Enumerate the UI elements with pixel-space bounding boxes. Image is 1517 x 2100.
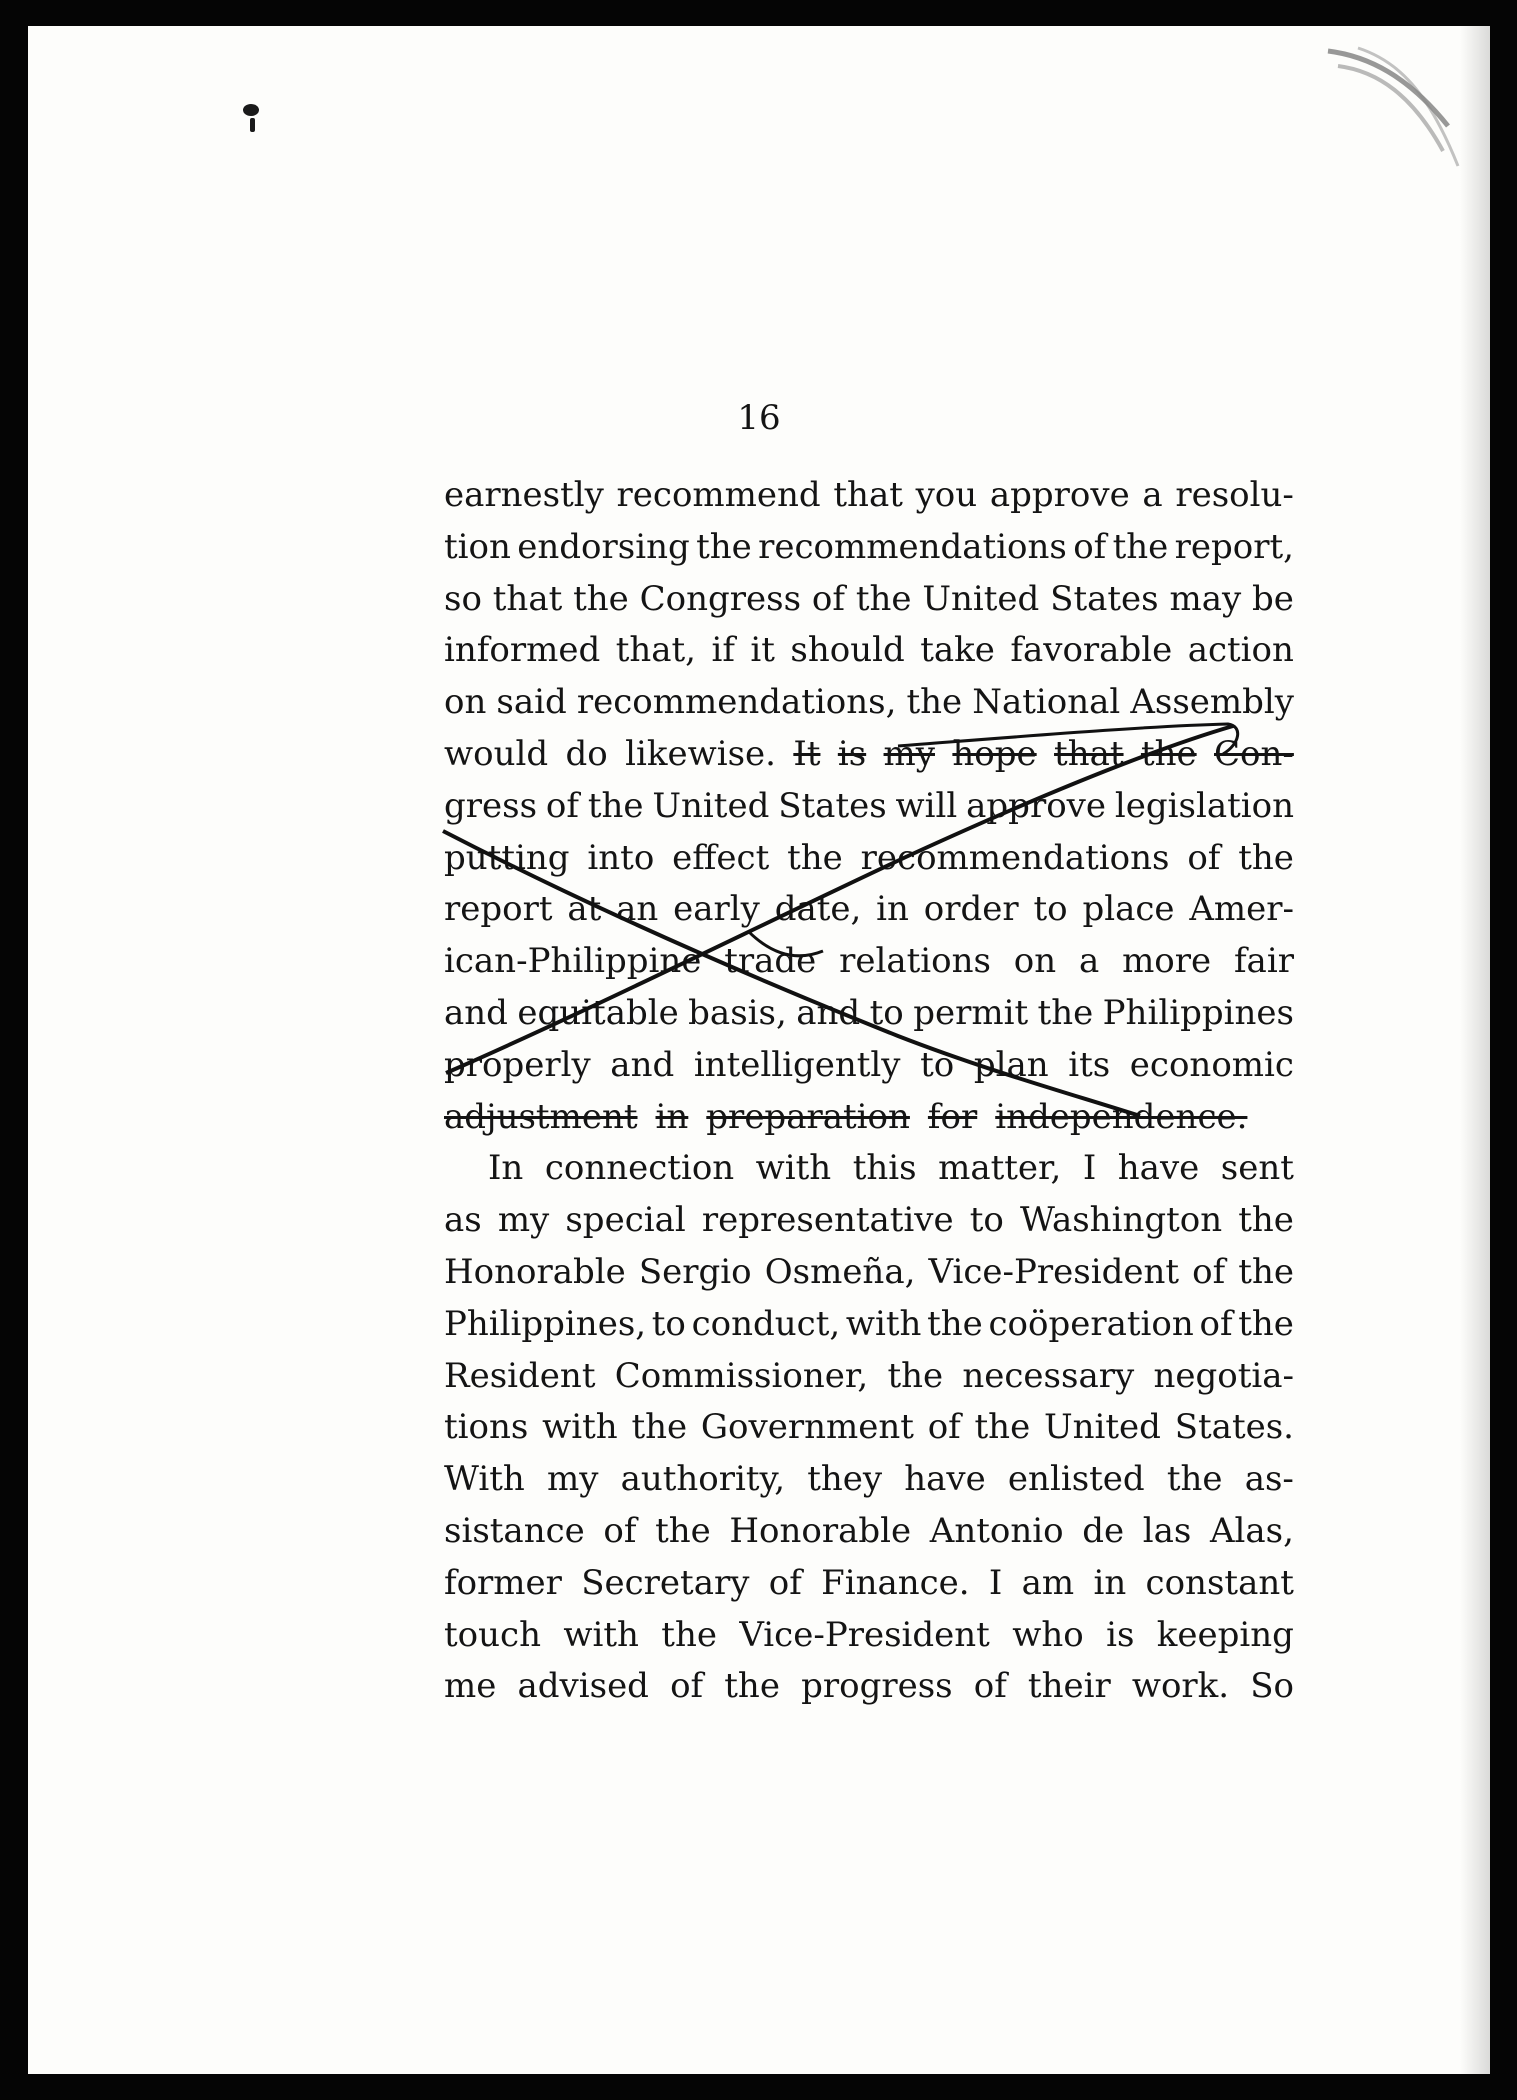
word: United — [922, 578, 1040, 619]
word: of — [1073, 526, 1107, 567]
word: the — [1166, 1459, 1223, 1500]
word: that — [833, 475, 903, 515]
word: will — [895, 785, 958, 826]
word: equitable — [517, 992, 679, 1033]
text-line — [444, 1092, 1294, 1144]
word: my — [546, 1459, 599, 1500]
word: advised — [517, 1666, 649, 1707]
word: a — [1142, 475, 1163, 515]
text-line — [444, 1506, 1294, 1558]
text-line — [444, 1351, 1294, 1403]
word: to — [651, 1303, 686, 1344]
word: Vice-President — [739, 1614, 990, 1655]
word: Secretary — [581, 1562, 750, 1603]
text-line — [444, 522, 1294, 574]
word: States. — [1174, 1407, 1294, 1448]
word: with — [542, 1407, 618, 1448]
word: work. — [1131, 1666, 1230, 1707]
word: I — [988, 1562, 1003, 1603]
word: the — [1238, 1251, 1294, 1292]
word: fair — [1233, 941, 1294, 982]
word: Sergio — [638, 1251, 752, 1292]
word: Con- — [1214, 733, 1294, 774]
word: on — [1013, 941, 1057, 982]
word: recommend — [616, 475, 821, 515]
word: With — [444, 1459, 525, 1500]
text-line — [444, 470, 1294, 522]
word: Commissioner, — [614, 1355, 869, 1396]
text-line — [444, 1143, 1294, 1195]
page-edge-shadow — [1460, 26, 1490, 2074]
word: that — [1054, 733, 1124, 774]
word: me — [444, 1666, 497, 1707]
word: of — [670, 1666, 704, 1707]
word: special — [565, 1200, 686, 1241]
word: and — [796, 992, 861, 1033]
word: so — [444, 578, 482, 619]
word: my — [883, 733, 935, 774]
word: of — [927, 1407, 961, 1448]
word: of — [545, 785, 579, 826]
word: touch — [444, 1614, 541, 1655]
text-line — [444, 1299, 1294, 1351]
word: and — [610, 1044, 675, 1085]
text-line — [444, 781, 1294, 833]
document-page — [28, 26, 1490, 2074]
text-line — [444, 833, 1294, 885]
word: and — [444, 992, 508, 1033]
word: Government — [700, 1407, 914, 1448]
word: of — [603, 1510, 637, 1551]
word: is — [837, 733, 867, 774]
word: effect — [672, 837, 770, 878]
word: permit — [913, 992, 1029, 1033]
word: likewise. — [625, 733, 776, 774]
word: United — [652, 785, 770, 826]
word: Philippines — [1102, 992, 1294, 1033]
word: Finance. — [821, 1562, 970, 1603]
word: matter, — [938, 1148, 1062, 1189]
word: as- — [1244, 1459, 1294, 1500]
word: with — [845, 1303, 922, 1344]
word: report, — [1174, 526, 1294, 567]
word: earnestly — [444, 475, 604, 515]
word: tions — [444, 1407, 529, 1448]
word: into — [587, 837, 655, 878]
text-line — [444, 729, 1294, 781]
word: the — [661, 1614, 717, 1655]
text-line — [444, 988, 1294, 1040]
word: for — [927, 1096, 978, 1137]
word: more — [1122, 941, 1212, 982]
word: should — [790, 630, 905, 671]
word: favorable — [1010, 630, 1173, 671]
word: the — [887, 1355, 944, 1396]
word: United — [1043, 1407, 1161, 1448]
word: representative — [701, 1200, 954, 1241]
word: it — [750, 630, 775, 671]
word: So — [1250, 1666, 1294, 1707]
word: tion — [444, 526, 511, 567]
word: action — [1187, 630, 1294, 671]
text-line — [444, 1195, 1294, 1247]
word: Vice-President — [928, 1251, 1180, 1292]
word: to — [1033, 889, 1068, 930]
word: may — [1169, 578, 1242, 619]
word: have — [904, 1459, 986, 1500]
word: the — [1112, 526, 1169, 567]
word: place — [1082, 889, 1175, 930]
word: authority, — [620, 1459, 786, 1500]
word: the — [587, 785, 644, 826]
word: informed — [444, 630, 601, 671]
word: approve — [989, 475, 1130, 515]
text-line — [444, 574, 1294, 626]
word: at — [567, 889, 602, 930]
word: their — [1027, 1666, 1111, 1707]
word: the — [1037, 992, 1094, 1033]
word: on — [444, 682, 487, 723]
text-line — [444, 884, 1294, 936]
text-line — [444, 1610, 1294, 1662]
word: legislation — [1114, 785, 1294, 826]
word: of — [811, 578, 845, 619]
word: the — [573, 578, 629, 619]
word: as — [444, 1200, 482, 1241]
word: Congress — [639, 578, 802, 619]
word: Antonio — [929, 1510, 1064, 1551]
word: economic — [1129, 1044, 1294, 1085]
text-line — [444, 1040, 1294, 1092]
word: trade — [724, 941, 817, 982]
word: this — [852, 1148, 917, 1189]
word: the — [927, 1303, 983, 1344]
text-line — [444, 1558, 1294, 1610]
word: endorsing — [517, 526, 690, 567]
word: Assembly — [1130, 682, 1294, 723]
word: sent — [1220, 1148, 1294, 1189]
word: Osmeña, — [764, 1251, 916, 1292]
word: its — [1068, 1044, 1111, 1085]
word: enlisted — [1007, 1459, 1145, 1500]
word: with — [755, 1148, 832, 1189]
word: recommendations — [758, 526, 1067, 567]
word: the — [787, 837, 843, 878]
word: sistance — [444, 1510, 585, 1551]
word: order — [923, 889, 1019, 930]
word: said — [496, 682, 567, 723]
word: take — [920, 630, 995, 671]
word: an — [616, 889, 659, 930]
word: a — [1078, 941, 1100, 982]
word: the — [906, 682, 963, 723]
word: Alas, — [1209, 1510, 1294, 1551]
word: who — [1012, 1614, 1084, 1655]
word: las — [1142, 1510, 1192, 1551]
word: progress — [801, 1666, 953, 1707]
text-line — [444, 1454, 1294, 1506]
word: of — [1199, 1303, 1233, 1344]
word: they — [807, 1459, 883, 1500]
corner-scribble — [1318, 36, 1468, 186]
word: you — [915, 475, 978, 515]
word: my — [497, 1200, 550, 1241]
word: properly — [444, 1044, 591, 1085]
word: the — [974, 1407, 1031, 1448]
word: necessary — [962, 1355, 1135, 1396]
page-number: 16 — [737, 398, 781, 438]
word: of — [768, 1562, 802, 1603]
word: be — [1252, 578, 1294, 619]
word: to — [920, 1044, 955, 1085]
word: conduct, — [691, 1303, 841, 1344]
word: report — [444, 889, 553, 930]
ink-smudge — [250, 118, 255, 132]
text-line — [444, 1402, 1294, 1454]
word: the — [724, 1666, 780, 1707]
word: In — [488, 1148, 524, 1189]
text-line — [444, 1247, 1294, 1299]
word: intelligently — [693, 1044, 901, 1085]
word: to — [869, 992, 904, 1033]
word: resolu- — [1175, 475, 1294, 515]
word: recommendations — [860, 837, 1170, 878]
word: of — [1192, 1251, 1226, 1292]
word: I — [1082, 1148, 1097, 1189]
word: with — [563, 1614, 639, 1655]
word: recommendations, — [576, 682, 897, 723]
word: Honorable — [444, 1251, 626, 1292]
word: adjustment — [444, 1096, 638, 1137]
word: to — [969, 1200, 1004, 1241]
word: independence. — [995, 1096, 1248, 1137]
word: It — [793, 733, 821, 774]
word: gress — [444, 785, 538, 826]
word: hope — [952, 733, 1037, 774]
word: former — [444, 1562, 562, 1603]
word: putting — [444, 837, 570, 878]
word: keeping — [1156, 1614, 1294, 1655]
ink-smudge — [243, 104, 259, 116]
word: Amer- — [1189, 889, 1294, 930]
word: States — [778, 785, 887, 826]
word: relations — [839, 941, 991, 982]
word: the — [1238, 1200, 1294, 1241]
word: the — [1238, 1303, 1294, 1344]
word: the — [631, 1407, 688, 1448]
word: do — [565, 733, 608, 774]
word: if — [711, 630, 735, 671]
word: Resident — [444, 1355, 596, 1396]
word: coöperation — [988, 1303, 1194, 1344]
word: in — [655, 1096, 689, 1137]
word: Honorable — [729, 1510, 912, 1551]
word: connection — [544, 1148, 735, 1189]
word: constant — [1145, 1562, 1294, 1603]
word: the — [1238, 837, 1294, 878]
word: that — [492, 578, 563, 619]
word: of — [1187, 837, 1221, 878]
word: of — [973, 1666, 1007, 1707]
word: plan — [973, 1044, 1049, 1085]
word: that, — [615, 630, 696, 671]
word: the — [696, 526, 752, 567]
word: is — [1106, 1614, 1135, 1655]
word: Philippines, — [444, 1303, 647, 1344]
word: ican-Philippine — [444, 941, 702, 982]
word: date, — [774, 889, 862, 930]
word: the — [655, 1510, 711, 1551]
word: would — [444, 733, 549, 774]
word: Washington — [1019, 1200, 1223, 1241]
word: States — [1050, 578, 1159, 619]
word: basis, — [688, 992, 787, 1033]
text-line — [444, 936, 1294, 988]
word: National — [972, 682, 1121, 723]
text-line — [444, 625, 1294, 677]
body-text — [444, 470, 1294, 1713]
word: am — [1021, 1562, 1075, 1603]
word: the — [1140, 733, 1197, 774]
word: de — [1082, 1510, 1125, 1551]
word: negotia- — [1153, 1355, 1294, 1396]
word: in — [1093, 1562, 1127, 1603]
word: the — [855, 578, 912, 619]
word: preparation — [706, 1096, 910, 1137]
text-line — [444, 677, 1294, 729]
word: in — [876, 889, 909, 930]
word: early — [673, 889, 760, 930]
word: approve — [966, 785, 1106, 826]
text-line — [444, 1661, 1294, 1713]
word: have — [1117, 1148, 1200, 1189]
